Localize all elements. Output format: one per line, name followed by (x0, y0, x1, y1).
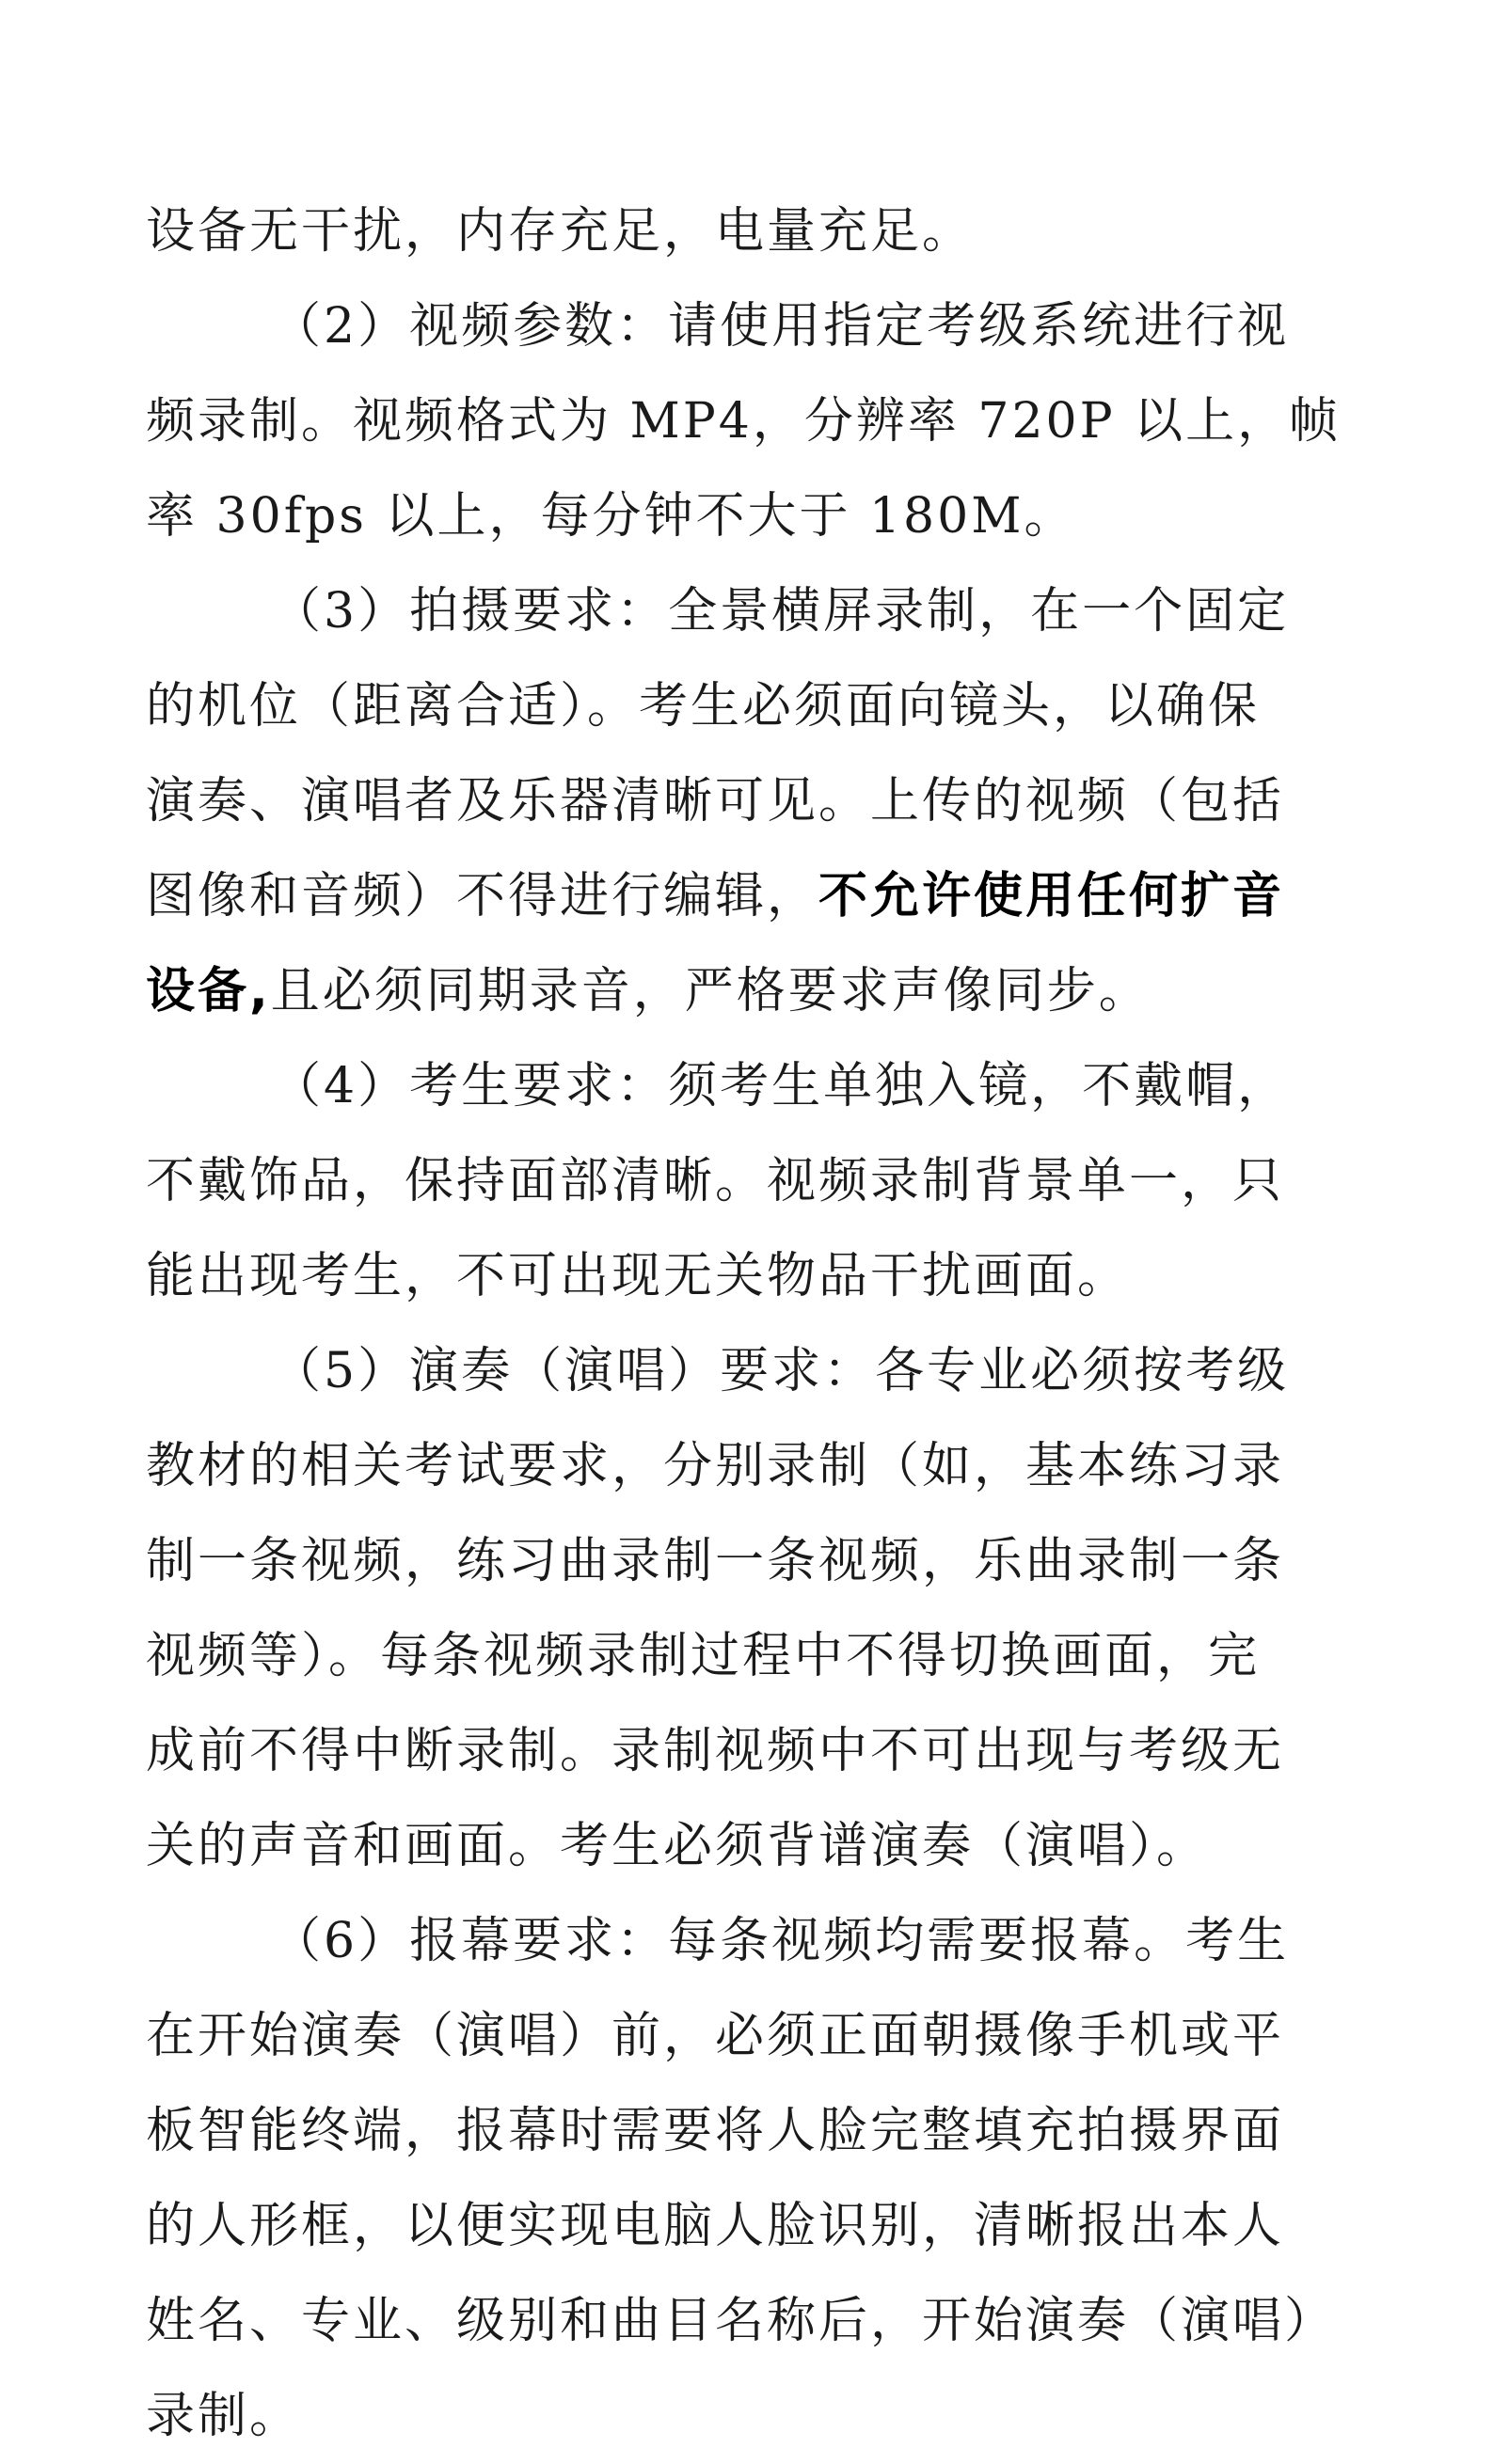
text-line: 的机位（距离合适）。考生必须面向镜头，以确保 (146, 678, 1261, 734)
paragraph-candidate-requirements (146, 1039, 1350, 1324)
text-line: 录制。 (146, 2388, 302, 2444)
text-line: 演奏、演唱者及乐器清晰可见。上传的视频（包括 (146, 773, 1285, 829)
text-line: 教材的相关考试要求，分别录制（如，基本练习录 (146, 1438, 1285, 1494)
text-line: （6）报幕要求：每条视频均需要报幕。考生 (272, 1913, 1290, 1969)
text-line: 频录制。视频格式为 MP4，分辨率 720P 以上，帧 (146, 393, 1342, 450)
document-body (146, 184, 1350, 2464)
paragraph-announcement-requirements (146, 1894, 1350, 2464)
text-line: 能出现考生，不可出现无关物品干扰画面。 (146, 1248, 1130, 1304)
text-line: 设备无干扰，内存充足，电量充足。 (146, 203, 975, 260)
text-line: 姓名、专业、级别和曲目名称后，开始演奏（演唱） (146, 2293, 1337, 2349)
text-segment: 且必须同期录音，严格要求声像同步。 (270, 963, 1151, 1019)
text-line: （4）考生要求：须考生单独入镜，不戴帽， (272, 1058, 1290, 1114)
text-line (146, 944, 1350, 1039)
paragraph-video-parameters (146, 279, 1350, 564)
text-line: 不戴饰品，保持面部清晰。视频录制背景单一，只 (146, 1153, 1285, 1209)
text-line: 在开始演奏（演唱）前，必须正面朝摄像手机或平 (146, 2008, 1285, 2064)
text-line: （2）视频参数：请使用指定考级系统进行视 (272, 298, 1290, 355)
text-line: 制一条视频，练习曲录制一条视频，乐曲录制一条 (146, 1533, 1285, 1589)
text-line: 的人形框，以便实现电脑人脸识别，清晰报出本人 (146, 2198, 1285, 2254)
paragraph-shooting-requirements (146, 564, 1350, 1039)
text-segment: 图像和音频）不得进行编辑， (146, 868, 819, 924)
text-line: 成前不得中断录制。录制视频中不可出现与考级无 (146, 1723, 1285, 1779)
text-line: 板智能终端，报幕时需要将人脸完整填充拍摄界面 (146, 2103, 1285, 2159)
bold-emphasis-text: 设备, (146, 963, 271, 1019)
text-line: 率 30fps 以上，每分钟不大于 180M。 (146, 488, 1076, 545)
paragraph-device-continuation (146, 184, 1350, 279)
bold-emphasis-text: 不允许使用任何扩音 (818, 868, 1285, 924)
text-line: （5）演奏（演唱）要求：各专业必须按考级 (272, 1343, 1290, 1399)
text-line: 视频等）。每条视频录制过程中不得切换画面，完 (146, 1628, 1261, 1684)
text-line: （3）拍摄要求：全景横屏录制，在一个固定 (272, 583, 1290, 640)
paragraph-performance-requirements (146, 1324, 1350, 1894)
text-line: 关的声音和画面。考生必须背谱演奏（演唱）。 (146, 1818, 1209, 1874)
text-line (146, 849, 1350, 944)
